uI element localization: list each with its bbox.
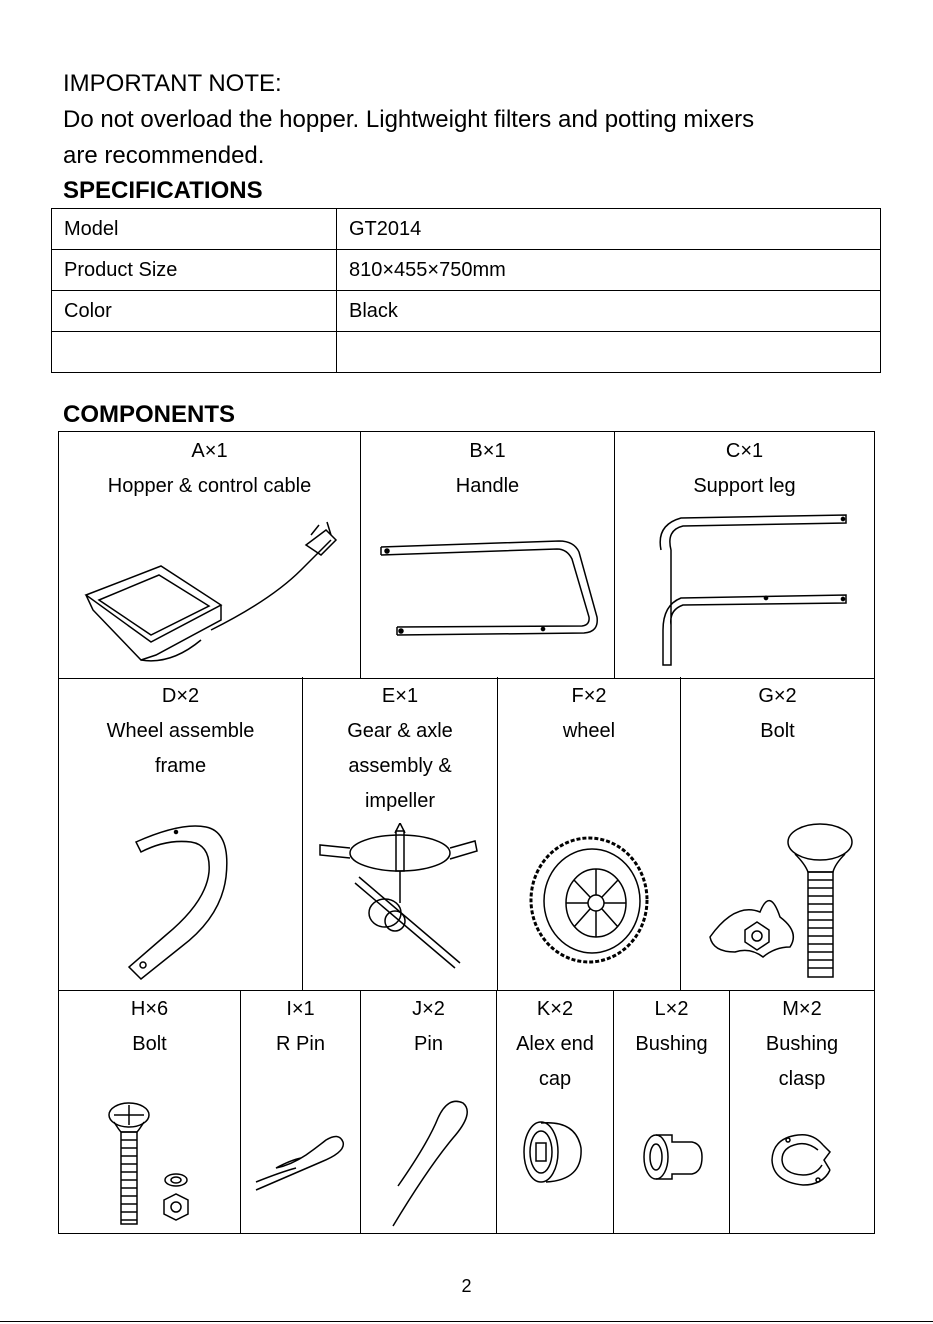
- component-j: [361, 990, 497, 1233]
- component-qty: G×2: [758, 685, 797, 707]
- table-row: [52, 332, 881, 373]
- end-cap-icon: [521, 1118, 586, 1186]
- page-number: 2: [461, 1276, 472, 1296]
- component-name: Bushing: [635, 1033, 708, 1055]
- support-leg-icon: [651, 510, 851, 668]
- component-name: R Pin: [276, 1033, 325, 1055]
- component-m: [730, 990, 874, 1233]
- component-name-line: clasp: [778, 1068, 826, 1090]
- specifications-table: [51, 208, 881, 373]
- component-name: wheel: [562, 720, 616, 742]
- components-row-3: [58, 990, 875, 1234]
- table-row: [52, 250, 881, 291]
- note-heading: IMPORTANT NOTE:: [63, 70, 282, 97]
- component-qty: E×1: [381, 685, 419, 707]
- note-line-1: Do not overload the hopper. Lightweight filters and potting mixers: [63, 106, 755, 133]
- component-qty: I×1: [286, 998, 315, 1020]
- component-l: [614, 990, 730, 1233]
- spec-label: Model: [52, 209, 337, 250]
- bolt-nut-icon: [104, 1100, 199, 1228]
- component-qty: K×2: [536, 998, 574, 1020]
- component-qty: C×1: [725, 440, 764, 462]
- component-name-line: Gear & axle: [347, 720, 453, 742]
- component-a: [59, 432, 361, 678]
- component-name-line: frame: [154, 755, 207, 777]
- gear-axle-icon: [315, 823, 490, 983]
- note-line-2: are recommended.: [63, 142, 265, 169]
- component-qty: H×6: [130, 998, 169, 1020]
- component-qty: D×2: [161, 685, 200, 707]
- component-name-line: Bushing: [765, 1033, 839, 1055]
- spec-value: Black: [337, 291, 881, 332]
- spec-label: Color: [52, 291, 337, 332]
- components-row-1: [58, 431, 875, 679]
- hopper-icon: [81, 510, 341, 670]
- spec-value: GT2014: [337, 209, 881, 250]
- spec-value: [337, 332, 881, 373]
- component-k: [497, 990, 614, 1233]
- spec-value: 810×455×750mm: [337, 250, 881, 291]
- components-row-2: [58, 677, 875, 991]
- component-i: [241, 990, 361, 1233]
- component-qty: J×2: [412, 998, 445, 1020]
- component-g: [681, 677, 874, 990]
- component-qty: B×1: [469, 440, 506, 462]
- component-name-line: impeller: [364, 790, 436, 812]
- important-note: [63, 66, 863, 174]
- wheel-icon: [524, 835, 649, 965]
- component-name: Support leg: [693, 475, 796, 497]
- spec-label: Product Size: [52, 250, 337, 291]
- bolt-knob-icon: [705, 822, 865, 982]
- component-f: [498, 677, 681, 990]
- page-bottom-rule: [0, 1321, 933, 1322]
- component-qty: L×2: [654, 998, 689, 1020]
- component-name: Hopper & control cable: [107, 475, 312, 497]
- component-name: Handle: [455, 475, 520, 497]
- bushing-icon: [642, 1132, 704, 1182]
- component-h: [59, 990, 241, 1233]
- component-c: [615, 432, 874, 678]
- component-qty: A×1: [191, 440, 228, 462]
- component-e: [303, 677, 498, 990]
- component-qty: F×2: [571, 685, 607, 707]
- bushing-clasp-icon: [768, 1130, 838, 1188]
- component-qty: M×2: [782, 998, 822, 1020]
- components-heading: COMPONENTS: [63, 401, 236, 428]
- component-name: Bolt: [760, 720, 795, 742]
- specifications-heading: SPECIFICATIONS: [63, 177, 263, 204]
- component-name-line: assembly &: [348, 755, 452, 777]
- spec-label: [52, 332, 337, 373]
- component-name: Bolt: [132, 1033, 167, 1055]
- pin-icon: [383, 1098, 478, 1228]
- component-name-line: cap: [538, 1068, 572, 1090]
- table-row: [52, 291, 881, 332]
- table-row: [52, 209, 881, 250]
- r-pin-icon: [251, 1130, 351, 1195]
- component-d: [59, 677, 303, 990]
- component-name: Pin: [414, 1033, 443, 1055]
- component-name-line: Alex end: [516, 1033, 594, 1055]
- handle-icon: [379, 537, 604, 642]
- component-name-line: Wheel assemble: [106, 720, 255, 742]
- wheel-frame-icon: [121, 817, 241, 982]
- component-b: [361, 432, 615, 678]
